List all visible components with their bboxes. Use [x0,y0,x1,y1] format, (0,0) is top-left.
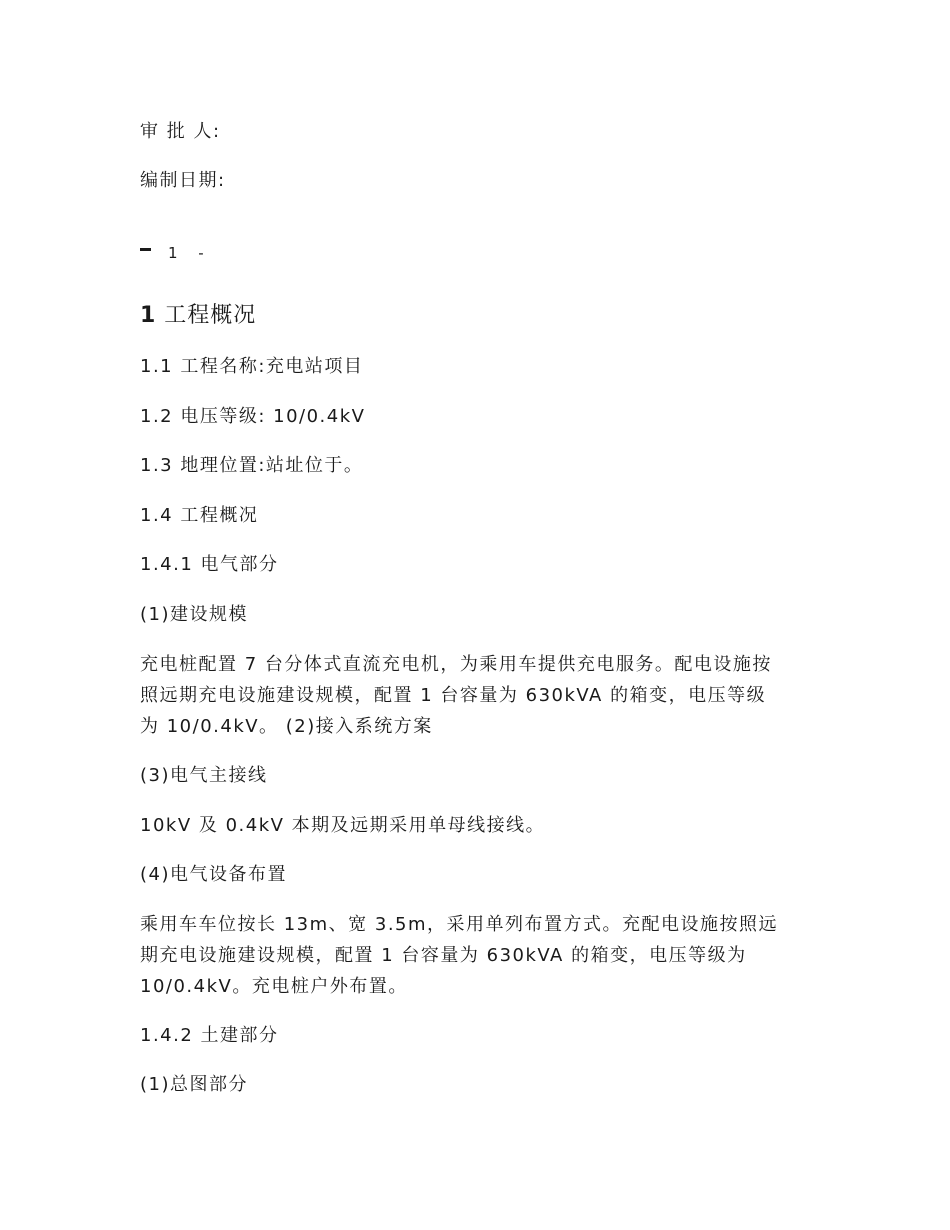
page-number-text: 1 - [168,244,212,262]
scale-paragraph-line: 充电桩配置 7 台分体式直流充电机，为乘用车提供充电服务。配电设施按 [140,654,772,675]
scale-paragraph [140,649,820,742]
section-number: 1 [140,303,157,328]
approver-label: 审 批 人: [140,121,221,142]
main-wiring-heading: (3)电气主接线 [140,765,268,786]
main-wiring-text: 10kV 及 0.4kV 本期及远期采用单母线接线。 [140,815,546,836]
item-1-1: 1.1 工程名称:充电站项目 [140,356,364,377]
item-1-4-2: 1.4.2 土建部分 [140,1025,279,1046]
scale-paragraph-line: 照远期充电设施建设规模，配置 1 台容量为 630kVA 的箱变，电压等级 [140,685,767,706]
layout-paragraph-line: 期充电设施建设规模，配置 1 台容量为 630kVA 的箱变，电压等级为 [140,945,747,966]
item-1-3: 1.3 地理位置:站址位于。 [140,455,364,476]
layout-heading: (4)电气设备布置 [140,864,287,885]
layout-paragraph-line: 10/0.4kV。充电桩户外布置。 [140,976,408,997]
scale-heading: (1)建设规模 [140,604,248,625]
general-plan-heading: (1)总图部分 [140,1074,248,1095]
item-1-4: 1.4 工程概况 [140,505,259,526]
date-label: 编制日期: [140,170,226,191]
layout-paragraph [140,909,820,1002]
layout-paragraph-line: 乘用车车位按长 13m、宽 3.5m，采用单列布置方式。充配电设施按照远 [140,914,779,935]
page-number-dash [140,248,151,251]
item-1-4-1: 1.4.1 电气部分 [140,554,279,575]
item-1-2: 1.2 电压等级: 10/0.4kV [140,406,366,427]
scale-paragraph-line: 为 10/0.4kV。 (2)接入系统方案 [140,716,433,737]
section-heading [140,303,256,329]
page-number [140,244,212,262]
section-title: 工程概况 [156,303,257,328]
